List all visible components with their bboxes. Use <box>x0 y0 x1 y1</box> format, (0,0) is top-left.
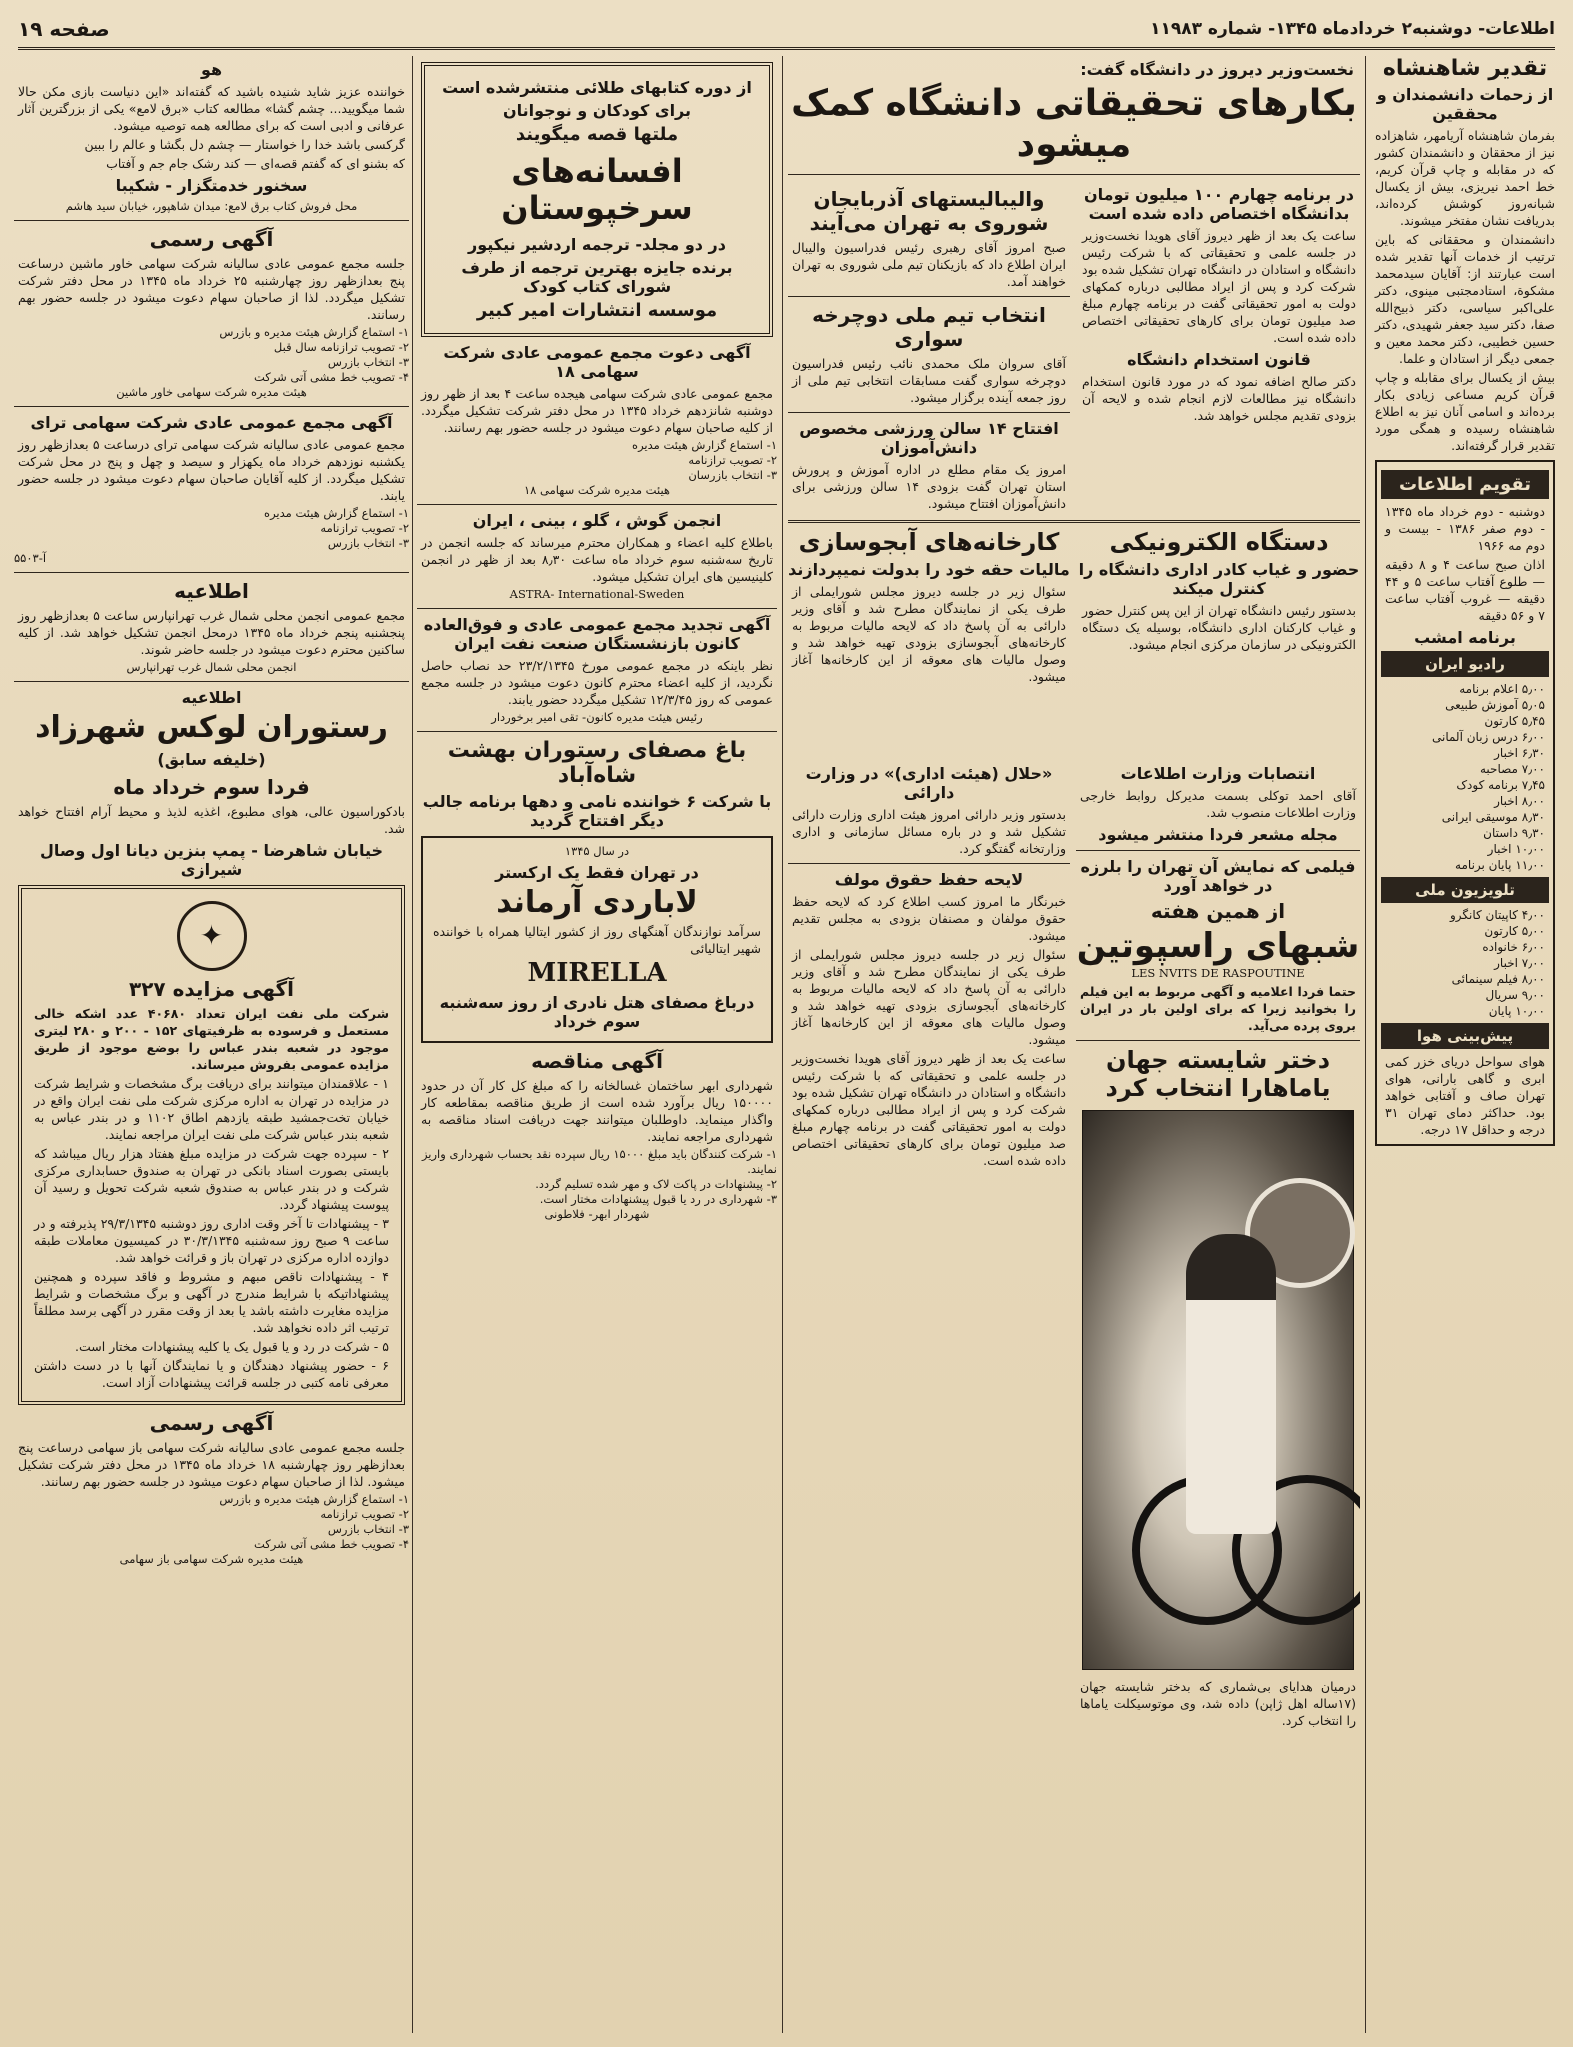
column-rule <box>412 56 413 2033</box>
issue-line: اطلاعات- دوشنبه۲ خردادماه ۱۳۴۵- شماره ۱۱۹۸۳ <box>1150 18 1555 39</box>
kicker: نخست‌وزیر دیروز در دانشگاه گفت: <box>1080 60 1354 79</box>
finance-column <box>788 760 1070 2033</box>
auction-text: ۴ - پیشنهادات ناقص مبهم و مشروط و فاقد سپرده و همچنین پیشنهاداتیکه با شرایط مندرج در آگهی و برگ مشخصات و شرایط مزایده مغایرت داشته باشد یا بعد از وقت مقرر در آگهی برسد مطلقاً ترتیب اثر داده نخواهد شد. <box>34 1268 389 1335</box>
restaurant-date: فردا سوم خرداد ماه <box>113 774 310 799</box>
station-tv: تلویزیون ملی <box>1381 877 1549 903</box>
notice-title: اطلاعیه <box>174 579 249 603</box>
list-item: ۴- تصویب خط مشی آتی شرکت <box>254 1536 409 1551</box>
list-item: ۳- انتخاب بازرس <box>327 1521 409 1536</box>
trai-ad-body: مجمع عمومی عادی سالیانه شرکت سهامی ترای درساعت ۵ بعدازظهر روز یکشنبه نوزدهم خرداد ماه یکهزار و سیصد و چهل و پنج در محل شرکت تشکیل میگردد. از کلیه آقایان صاحبان سهام دعوت میشود در جلسه حضور یابند. <box>18 437 405 503</box>
headline-volleyball: والیبالیستهای آذربایجان شوروی به تهران می‌آیند <box>809 186 1049 235</box>
photo-miss-world-motorcycle <box>1082 1110 1354 1670</box>
book-top: از دوره کتابهای طلائی منتشرشده است <box>442 78 752 97</box>
weather-text: هوای سواحل دریای خزر کمی ابری و گاهی بارانی، هوای تهران صاف و آفتابی خواهد بود. حداکثر دمای تهران ۳۱ درجه و حداقل ۱۷ درجه. <box>1385 1054 1545 1138</box>
book-said: ملتها قصه میگویند <box>515 124 679 145</box>
list-item: ۱- استماع گزارش هیئت مدیره و بازرس <box>219 1491 409 1506</box>
hu-title: هو <box>200 60 223 79</box>
list-item: ۳- شهرداری در رد یا قبول پیشنهادات مختار است. <box>539 1191 777 1206</box>
list-item: ۲- تصویب ترازنامه سال قبل <box>273 340 409 354</box>
ad1-items <box>417 438 777 483</box>
article-text: امروز یک مقام مطلع در اداره آموزش و پرورش استان تهران گفت بزودی ۱۴ سالن ورزشی برای دانش‌آموزان افتتاح میشود. <box>792 461 1066 511</box>
trai-ad-items <box>14 506 409 551</box>
ad-title-electronic: دستگاه الکترونیکی <box>1109 527 1329 556</box>
ad3-sign: رئیس هیئت مدیره کانون- تقی امیر برخوردار <box>491 709 703 724</box>
page-number: صفحه ۱۹ <box>18 16 110 41</box>
film-latin: LES NVITS DE RASPOUTINE <box>1131 966 1305 981</box>
sports-news <box>788 181 1070 514</box>
list-item: ۲- تصویب ترازنامه <box>320 1506 409 1521</box>
official-ad-items <box>14 325 409 385</box>
book-prize: برنده جایزه بهترین ترجمه از طرف شورای کتاب کودک <box>461 257 733 296</box>
restaurant-sub: (خلیفه سابق) <box>157 749 266 769</box>
article-text: بیش از یکسال برای مقابله و چاپ قرآن کریم مساعی زیادی بکار برده‌اند و اسامی آنان نیز به اطلاع شاهنشاه رسیده و همگی مورد تقدیر قرار گرفته‌اند. <box>1375 370 1555 454</box>
ad6-body: شهرداری ابهر ساختمان غسالخانه را که مبلغ کل کار آن در حدود ۱۵۰۰۰۰ ریال برآورد شده است از طریق مناقصه بمقاطعه کار واگذار مینماید. داوطلبان میتوانند جهت دریافت اسناد مناقصه به شهرداری مراجعه نمایند. <box>421 1077 773 1144</box>
list-item: ۶٫۳۰ اخبار <box>1494 746 1545 761</box>
list-item: ۵٫۴۵ کارتون <box>1484 714 1545 729</box>
list-item: ۳- انتخاب بازرس <box>327 355 409 369</box>
orchestra-ad <box>421 836 773 1042</box>
official-ad2-sign: هیئت مدیره شرکت سهامی باز سهامی <box>119 1551 304 1566</box>
ad1-title: آگهی دعوت مجمع عمومی عادی شرکت سهامی ۱۸ <box>443 342 751 381</box>
calendar-date: دوشنبه - دوم خرداد ماه ۱۳۴۵ - دوم صفر ۱۳۸۶ - بیست و دوم مه ۱۹۶۶ <box>1385 504 1545 554</box>
book-vols: در دو مجلد- ترجمه اردشیر نیکپور <box>468 234 726 254</box>
ad3-body: نظر باینکه در مجمع عمومی مورخ ۲۳/۲/۱۳۴۵ حد نصاب حاصل نگردید، از کلیه اعضاء محترم کانون دعوت میشود در جلسه مجمع عمومی که روز ۱۲/۳/۴۵ تشکیل میگردد حضور یابند. <box>421 657 773 707</box>
hu-body: خواننده عزیز شاید شنیده باشید که گفته‌اند «این دنیاست بازی مکن حالا شما میگویید... چشم گشا» مطالعه کتاب «برق لامع» یکی از بزرگترین آثار عرفانی و ادبی است که برای مطالعه همه توصیه میشود. <box>18 84 405 133</box>
subhead: قانون استخدام دانشگاه <box>1127 349 1311 369</box>
book-ad <box>421 62 773 337</box>
list-item: ۸٫۳۰ موسیقی ایرانی <box>1441 810 1545 825</box>
list-item: ۴٫۰۰ کاپیتان کانگرو <box>1449 908 1545 923</box>
list-item: ۲- تصویب ترازنامه <box>688 452 777 467</box>
ad4-body: با شرکت ۶ خواننده نامی و دهها برنامه جالب دیگر افتتاح گردید <box>422 792 772 831</box>
official-ad2-body: جلسه مجمع عمومی عادی سالیانه شرکت سهامی باز سهامی درساعت پنج بعدازظهر روز چهارشنبه ۱۸ خرداد ماه ۱۳۴۵ در محل دفتر شرکت تشکیل میشود. لذا از صاحبان سهام دعوت میشود در جلسه حضور بهم رسانند. <box>18 1439 406 1489</box>
book-for: برای کودکان و نوجوانان <box>502 101 692 120</box>
list-item: ۵٫۰۰ کارتون <box>1484 924 1545 939</box>
list-item: ۱- استماع گزارش هیئت مدیره <box>264 506 409 520</box>
list-item: ۱۰٫۰۰ پایان <box>1488 1004 1545 1019</box>
trai-ad-title: آگهی مجمع عمومی عادی شرکت سهامی ترای <box>30 413 393 432</box>
list-item: ۹٫۳۰ داستان <box>1483 826 1545 841</box>
ad5-year: در سال ۱۳۴۵ <box>564 844 630 859</box>
list-item: ۴- تصویب خط مشی آتی شرکت <box>254 370 409 384</box>
article-text: ساعت یک بعد از ظهر دیروز آقای هویدا نخست‌وزیر در جلسه علمی و تحقیقاتی که با شرکت رئیس دانشگاه و استادان در دانشگاه تهران تشکیل شده بود شرکت کرد و پس از ایراد مطالبی درباره کمکهای دولت به امور تحقیقاتی گفت در برنامه چهارم مبلغ صد میلیون تومان برای کارهای تحقیقاتی اختصاص داده شده است. <box>792 1051 1066 1168</box>
article-text: بدستور وزیر دارائی امروز هیئت اداری وزارت دارائی تشکیل شد و در باره مسائل سازمانی و اداری وزارتخانه گفتگو کرد. <box>792 807 1066 856</box>
article-text: سئوال زیر در جلسه دیروز مجلس شورایملی از طرف یکی از نمایندگان مطرح شد و آقای وزیر دارائی به آن پاسخ داد که لایحه مالیات مربوط به کارخانه‌های آبجوسازی بزودی تهیه خواهد شد و وصول مالیات های معوقه از این کارخانه‌ها آغاز میشود. <box>792 584 1066 685</box>
ministry-headline: انتصابات وزارت اطلاعات <box>1120 764 1316 783</box>
hu-sign: سخنور خدمتگزار - شکیبا <box>115 176 308 195</box>
article-text: ساعت یک بعد از ظهر دیروز آقای هویدا نخست‌وزیر در جلسه علمی و تحقیقاتی که با شرکت رئیس دانشگاه و استادان در دانشگاه تهران تشکیل شده بود شرکت کرد و پس از ایراد مطالبی درباره کمکهای دولت به امور تحقیقاتی گفت در برنامه چهارم مبلغ صد میلیون تومان برای کارهای تحقیقاتی اختصاص داده شده است. <box>1082 227 1356 345</box>
photo-caption: درمیان هدایای بی‌شماری که بدختر شایسته جهان (۱۷ساله اهل ژاپن) داده شد، وی موتوسیکلت یاماها را انتخاب کرد. <box>1080 1679 1356 1729</box>
ad5-place: درباغ مصفای هتل نادری از روز سه‌شنبه سوم خرداد <box>439 992 755 1031</box>
official-ad-body: جلسه مجمع عمومی عادی سالیانه شرکت سهامی خاور ماشین درساعت پنج بعدازظهر روز چهارشنبه ۲۵ خرداد ماه ۱۳۴۵ در محل دفتر شرکت تشکیل میگردد. لذا از صاحبان سهام دعوت میشود در جلسه حضور بهم رسانند. <box>18 256 405 322</box>
film-and-photo <box>1076 760 1360 2033</box>
restaurant-title: رستوران لوکس شهرزاد <box>35 710 388 745</box>
list-item: ۱- استماع گزارش هیئت مدیره و بازرس <box>219 325 409 339</box>
article-text: خبرنگار ما امروز کسب اطلاع کرد که لایحه حفظ حقوق مولفان و مصنفان بزودی به مجلس تقدیم میشود. <box>792 894 1066 943</box>
subhead-royal: از زحمات دانشمندان و محققین <box>1376 85 1554 124</box>
ad5-body: سرآمد نوازندگان آهنگهای روز از کشور ایتالیا همراه با خواننده شهیر ایتالیائی <box>433 923 761 956</box>
ad2-body: باطلاع کلیه اعضاء و همکاران محترم میرساند که جلسه انجمن در تاریخ سه‌شنبه سوم خرداد ماه ساعت ۸٫۳۰ بعد از ظهر در انجمن کلینیسین های ایران تشکیل میشود. <box>421 534 773 584</box>
ad5-latin: MIRELLA <box>527 957 667 988</box>
restaurant-body: بادکوراسیون عالی، هوای مطبوع، اغذیه لذیذ و محیط آرام افتتاح خواهد شد. <box>18 803 405 836</box>
auction-text: ۱ - علاقمندان میتوانند برای دریافت برگ مشخصات و شرایط شرکت در مزایده در تهران به اداره مرکزی شرکت ملی نفت ایران واقع در خیابان تخت‌جمشید طبقه یازدهم اطاق ۱۱۰۲ و در بندر عباس به شعبه بندر عباس شرکت ملی نفت ایران مراجعه نمایند. <box>34 1075 389 1142</box>
ad2-latin: ASTRA- International-Sweden <box>509 586 685 601</box>
notice-body: مجمع عمومی انجمن محلی شمال غرب تهرانپارس ساعت ۵ بعدازظهر روز پنجشنبه پنجم خرداد ماه ۱۳۴۵ درمحل انجمن تشکیل خواهد شد. از کلیه ساکنین محترم دعوت میشود در جلسه حاضر شوند. <box>18 608 405 657</box>
list-item: ۸٫۰۰ اخبار <box>1494 794 1545 809</box>
ad5-title: لاباردی آرماند <box>496 885 698 921</box>
university-section <box>788 56 1360 756</box>
hu-address: محل فروش کتاب برق لامع: میدان شاهپور، خیابان سید هاشم <box>65 199 358 213</box>
ad6-items <box>417 1147 777 1207</box>
ad6-title: آگهی مناقصه <box>531 1048 663 1073</box>
restaurant-address: خیابان شاهرضا - پمپ بنزین دیانا اول وصال شیرازی <box>39 840 384 879</box>
official-ad-title: آگهی رسمی <box>149 227 274 251</box>
nioc-emblem-icon: ✦ <box>177 901 247 971</box>
article-text: دکتر صالح اضافه نمود که در مورد قانون استخدام دانشگاه نیز مطالعات لازم انجام شده و لایحه آن بزودی تقدیم مجلس خواهد شد. <box>1082 373 1356 423</box>
magazine-note: مجله مشعر فردا منتشر میشود <box>1098 825 1338 844</box>
electronic-ad <box>1078 529 1360 688</box>
article-text: بدستور رئیس دانشگاه تهران از این پس کنترل حضور و غیاب کارکنان اداری دانشگاه، بوسیله یک دستگاه الکترونیکی در سازمان مرکزی انجام میشود. <box>1082 603 1356 653</box>
subhead: در برنامه چهارم ۱۰۰ میلیون تومان بدانشگاه اختصاص داده شده است <box>1084 184 1354 223</box>
ad2-title: انجمن گوش ، گلو ، بینی ، ایران <box>472 510 722 530</box>
book-title: افسانه‌های سرخپوستان <box>501 152 693 227</box>
article-text: آقای احمد توکلی بسمت مدیرکل روابط خارجی وزارت اطلاعات منصوب شد. <box>1080 788 1356 820</box>
figure-icon <box>1186 1234 1276 1534</box>
article-text: سئوال زیر در جلسه دیروز مجلس شورایملی از طرف یکی از نمایندگان مطرح شد و آقای وزیر دارائی به آن پاسخ داد که لایحه مالیات مربوط به کارخانه‌های آبجوسازی بزودی تهیه خواهد شد و وصول مالیات های معوقه از این کارخانه‌ها آغاز میشود. <box>792 947 1066 1047</box>
list-item: ۵٫۰۵ آموزش طبیعی <box>1445 698 1545 713</box>
list-item: ۱۱٫۰۰ پایان برنامه <box>1455 858 1545 873</box>
auction-text: ۵ - شرکت در رد و یا قبول یک یا کلیه پیشنهادات مختار است. <box>75 1338 389 1354</box>
ad5-one: در تهران فقط یک ارکستر <box>495 863 699 883</box>
auction-text: ۳ - پیشنهادات تا آخر وقت اداری روز دوشنبه ۲۹/۳/۱۳۴۵ پذیرفته و در ساعت ۹ صبح روز سه‌شنبه ۳۰/۳/۱۳۴۵ در کمیسیون معاملات طبقه دوازده اداره مرکزی در تهران باز و قرائت خواهد شد. <box>34 1215 389 1265</box>
ad-sub-electronic: حضور و غیاب کادر اداری دانشگاه را کنترل میکند <box>1078 560 1360 599</box>
program-title: برنامه امشب <box>1414 628 1516 648</box>
poem-line: که بشنو ای که گفتم قصه‌ای — کند رشک جام جم و آفتاب <box>106 156 405 171</box>
film-title: شبهای راسپوتین <box>1076 926 1360 966</box>
subhead-beer: مالیات حقه خود را بدولت نمیپردازند <box>788 560 1070 580</box>
list-item: ۷٫۰۰ مصاحبه <box>1479 762 1545 777</box>
film-week: از همین هفته <box>1150 899 1286 923</box>
headline-royal: تقدیر شاهنشاه <box>1382 56 1548 81</box>
list-item: ۶٫۰۰ درس زبان آلمانی <box>1432 730 1545 745</box>
list-item: ۱۰٫۰۰ اخبار <box>1487 842 1545 857</box>
column-rule <box>782 56 783 2033</box>
auction-ad <box>18 885 405 1405</box>
ad1-body: مجمع عمومی عادی شرکت سهامی هیجده ساعت ۴ بعد از ظهر روز دوشنبه شانزدهم خرداد ۱۳۴۵ در محل دفتر شرکت تشکیل میگردد. از کلیه صاحبان سهام دعوت میشود در جلسه حضور بهم رسانند. <box>421 385 773 435</box>
ad6-sign: شهردار ابهر- فلاطونی <box>544 1206 650 1221</box>
column-rule <box>1365 56 1366 2033</box>
list-item: ۲- تصویب ترازنامه <box>320 521 409 535</box>
film-intro: فیلمی که نمایش آن تهران را بلرزه در خواهد آورد <box>1080 857 1356 895</box>
auction-text: ۲ - سپرده جهت شرکت در مزایده مبلغ هفتاد هزار ریال میباشد که بایستی بصورت اسناد بانکی در تهران به صندوق حسابداری مرکزی شرکت و در بندر عباس به صندوق شعبه شرکت تحویل و رسید آن پیوست پیشنهاد گردد. <box>34 1145 389 1212</box>
article-text: آقای سروان ملک محمدی نائب رئیس فدراسیون دوچرخه سواری گفت مسابقات انتخابی تیم ملی از روز جمعه آینده برگزار میشود. <box>792 355 1066 405</box>
calendar-title: تقویم اطلاعات <box>1381 470 1549 499</box>
beer-article <box>788 529 1070 688</box>
tv-program-list <box>1381 907 1549 1019</box>
list-item: ۳- انتخاب بازرسان <box>688 467 777 482</box>
article-text: دانشمندان و محققانی که باین ترتیب از خدمات آنها تقدیر شده است عبارتند از: آقایان سیدمحمد مشکوة، استادمجتبی مینوی، دکتر علی‌اکبر سیاسی، دکتر ذبیح‌الله صفا، دکتر سید جعفر شهیدی، دکتر حسین خطیبی، دکتر محمد معین و جمعی دیگر از استادان و علما. <box>1375 232 1555 367</box>
ads-column-middle <box>417 56 777 2033</box>
official-ad2-title: آگهی رسمی <box>149 1410 274 1435</box>
list-item: ۶٫۰۰ خانواده <box>1482 940 1545 955</box>
auction-title: آگهی مزایده ۳۲۷ <box>128 976 295 1001</box>
article-text: بفرمان شاهنشاه آریامهر، شاهزاده نیز از محققان و دانشمندان کشور که در مقابله و چاپ قرآن کریم، خط احمد نیریزی، بیش از یکسال شبانه‌روز کوشش کرده‌اند، بدریافت نشان مفتخر میشوند. <box>1375 128 1555 229</box>
calendar-box <box>1375 460 1555 1146</box>
miss-title-1: دختر شایسته جهان <box>1105 1046 1331 1075</box>
list-item: ۹٫۰۰ سریال <box>1485 988 1545 1003</box>
headline-beer: کارخانه‌های آبجوسازی <box>798 527 1060 556</box>
official-ad-sign: هیئت مدیره شرکت سهامی خاور ماشین <box>116 385 307 399</box>
notice-sign: انجمن محلی شمال غرب تهرانپارس <box>126 660 297 674</box>
list-item: ۱- شرکت کنندگان باید مبلغ ۱۵۰۰۰ ریال سپرده نقد بحساب شهرداری واریز نمایند. <box>421 1146 777 1176</box>
main-headline: بکارهای تحقیقاتی دانشگاه کمک میشود <box>791 83 1357 166</box>
ad4-title: باغ مصفای رستوران بهشت شاه‌آباد <box>447 737 747 788</box>
list-item: ۷٫۰۰ اخبار <box>1494 956 1545 971</box>
poem-line: گرکسی باشد خدا را خواستار — چشم دل بگشا و عالم را ببین <box>84 137 405 152</box>
official-ad2-items <box>14 1492 409 1552</box>
headline-rights: لایحه حفظ حقوق مولف <box>834 870 1024 889</box>
list-item: ۵٫۰۰ اعلام برنامه <box>1459 682 1545 697</box>
ads-column-left <box>14 56 409 2033</box>
station-radio-iran: رادیو ایران <box>1381 651 1549 677</box>
weather-title: پیش‌بینی هوا <box>1381 1023 1549 1049</box>
book-publisher: موسسه انتشارات امیر کبیر <box>476 299 718 321</box>
radio-program-list <box>1381 681 1549 873</box>
trai-ad-code: آ-۵۵۰۳ <box>14 551 47 565</box>
article-text: صبح امروز آقای رهبری رئیس فدراسیون والیبال ایران اطلاع داد که بازیکنان تیم ملی شوروی به تهران خواهند آمد. <box>792 239 1066 289</box>
headline-schools: افتتاح ۱۴ سالن ورزشی مخصوص دانش‌آموزان <box>799 418 1059 457</box>
list-item: ۳- انتخاب بازرس <box>327 536 409 550</box>
film-note: حتما فردا اعلامیه و آگهی مربوط به این فیلم را بخوانید زیرا که برای اولین بار در ایران بروی پرده می‌آید. <box>1080 984 1356 1034</box>
auction-text: شرکت ملی نفت ایران تعداد ۴۰۶۸۰ عدد اشکه خالی مستعمل و فرسوده به ظرفیتهای ۱۵۲ - ۲۰۰ و ۲۸۰ لیتری موجود در شعبه بندر عباس را بوضع موجود از طریق مزایده عمومی بفروش میرساند. <box>34 1005 390 1072</box>
column-right <box>1371 56 1559 2033</box>
list-item: ۷٫۴۵ برنامه کودک <box>1456 778 1545 793</box>
masthead <box>18 10 1555 50</box>
list-item: ۸٫۰۰ فیلم سینمائی <box>1451 972 1545 987</box>
miss-title-2: یاماهارا انتخاب کرد <box>1105 1073 1331 1102</box>
headline-hayat: «حلال (هیئت اداری)» در وزارت دارائی <box>805 764 1053 802</box>
restaurant-label: اطلاعیه <box>181 688 242 707</box>
list-item: ۱- استماع گزارش هیئت مدیره <box>632 437 777 452</box>
ad1-sign: هیئت مدیره شرکت سهامی ۱۸ <box>524 482 670 497</box>
article-university <box>1078 181 1360 514</box>
auction-text: ۶ - حضور پیشنهاد دهندگان و یا نمایندگان آنها با در دست داشتن معرفی نامه کتبی در جلسه قرائت پیشنهادات آزاد است. <box>34 1357 389 1390</box>
calendar-times: اذان صبح ساعت ۴ و ۸ دقیقه — طلوع آفتاب ساعت ۵ و ۴۴ دقیقه — غروب آفتاب ساعت ۷ و ۵۶ دقیقه <box>1385 557 1545 624</box>
ad3-title: آگهی تجدید مجمع عمومی عادی و فوق‌العاده کانون بازنشستگان صنعت نفت ایران <box>423 614 771 653</box>
headline-cycling: انتخاب تیم ملی دوچرخه سواری <box>812 302 1046 351</box>
list-item: ۲- پیشنهادات در پاکت لاک و مهر شده تسلیم گردد. <box>535 1176 777 1191</box>
